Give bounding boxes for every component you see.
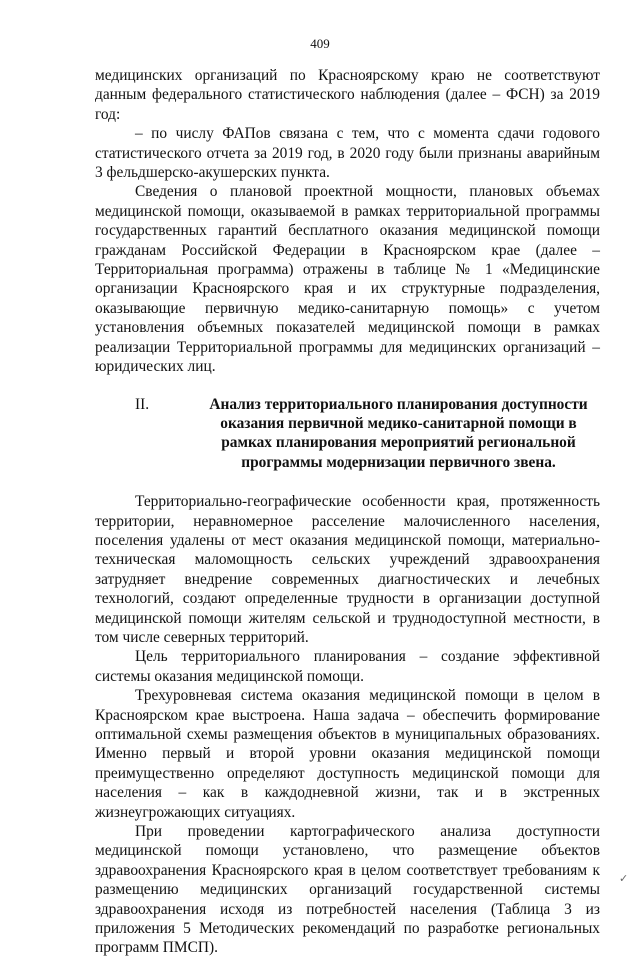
paragraph-cartographic-analysis: При проведении картографического анализа доступности медицинской помощи установлено, что размещение объектов здравоохранения Красноярского края в целом соответствует требованиям к размещению медицинских организаций государственной системы здравоохранения исходя из потребностей населения (Таблица 3 из приложения 5 Методических рекомендаций по разработке региональных программ ПМСП). bbox=[95, 823, 600, 957]
section-number: II. bbox=[135, 395, 150, 413]
section-title: Анализ территориального планирования доступности оказания первичной медико-санитарной помощи в рамках планирования мероприятий региональной программы модернизации первичного звена. bbox=[209, 395, 588, 471]
section-heading bbox=[95, 395, 600, 473]
paragraph-fsn-intro: медицинских организаций по Красноярскому краю не соответствуют данным федерального статистического наблюдения (далее – ФСН) за 2019 год: bbox=[95, 67, 600, 123]
paragraph-fap-note: – по числу ФАПов связана с тем, что с момента сдачи годового статистического отчета за 2019 год, в 2020 году были признаны аварийным 3 фельдшерско-акушерских пункта. bbox=[95, 125, 600, 182]
paragraph-capacity-info: Сведения о плановой проектной мощности, плановых объемах медицинской помощи, оказываемой в рамках территориальной программы государственных гарантий бесплатного оказания медицинской помощи гражданам Российской Федерации в Красноярском крае (далее – Территориальная программа) отражены в таблице № 1 «Медицинские организации Красноярского края и их структурные подразделения, оказывающие первичную медико-санитарную помощь» с учетом установления объемных показателей медицинской помощи в рамках реализации Территориальной программы для медицинских организаций – юридических лиц. bbox=[95, 183, 600, 376]
page-number: 409 bbox=[310, 36, 330, 51]
paragraph-planning-goal: Цель территориального планирования – создание эффективной системы оказания медицинской помощи. bbox=[95, 648, 600, 685]
document-body bbox=[95, 66, 600, 958]
paragraph-territorial-features: Территориально-географические особенности края, протяженность территории, неравномерное расселение малочисленного населения, поселения удалены от мест оказания медицинской помощи, материально-техническая маломощность сельских учреждений здравоохранения затрудняет внедрение современных диагностических и лечебных технологий, создают определенные трудности в организации доступной медицинской помощи жителям сельской и труднодоступной местности, в том числе северных территорий. bbox=[95, 493, 600, 646]
checkmark-icon: ✓ bbox=[619, 872, 629, 885]
paragraph-three-level-system: Трехуровневая система оказания медицинской помощи в целом в Красноярском крае выстроена. Наша задача – обеспечить формирование оптимальной схемы размещения объектов в муниципальных образованиях. Именно первый и второй уровни оказания медицинской помощи преимущественно определяют доступность медицинской помощи для населения – как в каждодневной жизни, так и в экстренных жизнеугрожающих ситуациях. bbox=[95, 687, 600, 821]
